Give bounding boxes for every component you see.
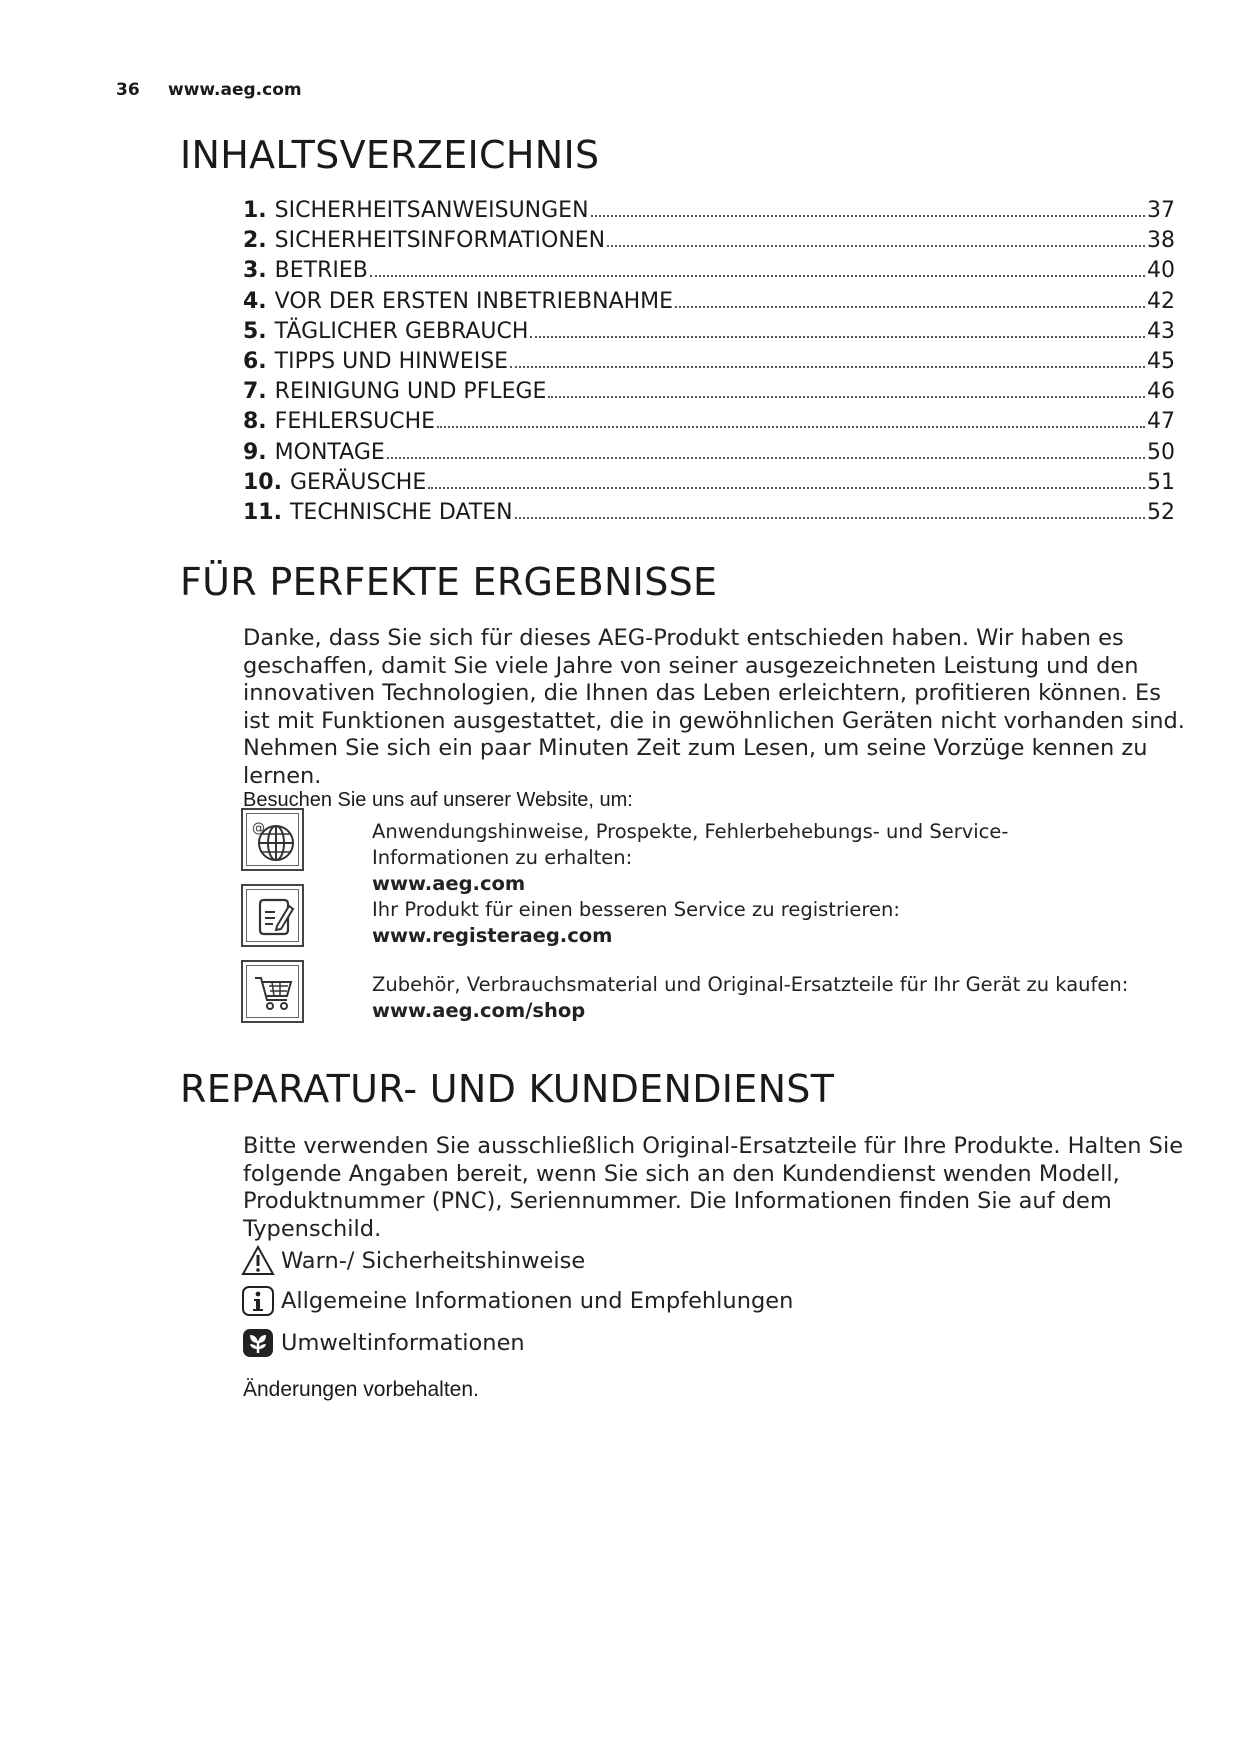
service-item bbox=[372, 897, 1192, 949]
toc-leader bbox=[370, 275, 1145, 277]
service-text: Anwendungshinweise, Prospekte, Fehlerbehebungs- und Service-Informationen zu erhalten: bbox=[372, 820, 1009, 869]
toc-label: TÄGLICHER GEBRAUCH bbox=[274, 318, 529, 344]
service-text: Zubehör, Verbrauchsmaterial und Original-Ersatzteile für Ihr Gerät zu kaufen: bbox=[372, 973, 1129, 996]
toc-leader bbox=[387, 457, 1145, 459]
toc-number: 8. bbox=[243, 409, 267, 435]
changes-reserved-note: Änderungen vorbehalten. bbox=[243, 1378, 479, 1401]
register-icon bbox=[241, 884, 304, 947]
toc-leader bbox=[675, 306, 1145, 308]
visit-website-text: Besuchen Sie uns auf unserer Website, um: bbox=[243, 789, 633, 811]
toc-label: FEHLERSUCHE bbox=[274, 409, 436, 435]
toc-leader bbox=[591, 215, 1145, 217]
toc-page: 38 bbox=[1147, 228, 1175, 254]
toc-label: REINIGUNG UND PFLEGE bbox=[274, 379, 547, 405]
toc-page: 42 bbox=[1147, 288, 1175, 314]
toc-page: 37 bbox=[1147, 198, 1175, 223]
warning-icon bbox=[241, 1244, 275, 1278]
legend-label: Allgemeine Informationen und Empfehlungen bbox=[281, 1288, 794, 1314]
toc-leader bbox=[510, 366, 1145, 368]
info-icon bbox=[241, 1284, 275, 1318]
toc-leader bbox=[607, 245, 1145, 247]
toc-number: 2. bbox=[243, 228, 267, 254]
toc-number: 7. bbox=[243, 379, 267, 405]
toc-label: SICHERHEITSANWEISUNGEN bbox=[274, 198, 589, 223]
header-site[interactable]: www.aeg.com bbox=[168, 80, 302, 100]
toc-row[interactable] bbox=[243, 440, 1175, 470]
globe-icon bbox=[241, 808, 304, 871]
toc-number: 3. bbox=[243, 258, 267, 284]
legend-label: Warn-/ Sicherheitshinweise bbox=[281, 1248, 586, 1274]
repair-text: Bitte verwenden Sie ausschließlich Original-Ersatzteile für Ihre Produkte. Halten Sie folgende Angaben bereit, wenn Sie sich an den Kundendienst wenden Modell, Produktnummer (PNC), Seriennummer. Die Informationen finden Sie auf dem Typenschild. bbox=[243, 1133, 1184, 1242]
table-of-contents bbox=[243, 198, 1175, 530]
perfect-results-text: Danke, dass Sie sich für dieses AEG-Produkt entschieden haben. Wir haben es geschaffen, damit Sie viele Jahre von seiner ausgezeichneten Leistung und den innovativen Technologien, die Ihnen das Leben erleichtern, profitieren können. Es ist mit Funktionen ausgestattet, die in gewöhnlichen Geräten nicht vorhanden sind. Nehmen Sie sich ein paar Minuten Zeit zum Lesen, um seine Vorzüge kennen zu lernen. bbox=[243, 625, 1185, 789]
toc-row[interactable] bbox=[243, 500, 1175, 530]
toc-label: SICHERHEITSINFORMATIONEN bbox=[274, 228, 606, 254]
legend-environment bbox=[241, 1326, 525, 1360]
toc-leader bbox=[428, 487, 1145, 489]
toc-page: 51 bbox=[1147, 469, 1175, 495]
perfect-results-title: FÜR PERFEKTE ERGEBNISSE bbox=[180, 560, 718, 604]
service-link[interactable]: www.registeraeg.com bbox=[372, 924, 613, 947]
toc-row[interactable] bbox=[243, 349, 1175, 379]
legend-label: Umweltinformationen bbox=[281, 1330, 525, 1356]
toc-page: 43 bbox=[1147, 318, 1175, 344]
toc-number: 5. bbox=[243, 318, 267, 344]
toc-label: TECHNISCHE DATEN bbox=[289, 499, 513, 525]
service-item bbox=[372, 819, 1192, 897]
toc-row[interactable] bbox=[243, 379, 1175, 409]
toc-row[interactable] bbox=[243, 470, 1175, 500]
toc-number: 4. bbox=[243, 288, 267, 314]
toc-row[interactable] bbox=[243, 409, 1175, 439]
toc-row[interactable] bbox=[243, 228, 1175, 258]
toc-leader bbox=[515, 517, 1145, 519]
toc-row[interactable] bbox=[243, 289, 1175, 319]
repair-title: REPARATUR- UND KUNDENDIENST bbox=[180, 1067, 835, 1111]
toc-row[interactable] bbox=[243, 198, 1175, 228]
cart-icon bbox=[241, 960, 304, 1023]
legend-info bbox=[241, 1284, 793, 1318]
toc-title: INHALTSVERZEICHNIS bbox=[180, 133, 600, 177]
environment-icon bbox=[241, 1326, 275, 1360]
toc-label: GERÄUSCHE bbox=[289, 469, 427, 495]
toc-page: 40 bbox=[1147, 258, 1175, 284]
legend-warning bbox=[241, 1244, 585, 1278]
toc-row[interactable] bbox=[243, 319, 1175, 349]
toc-label: VOR DER ERSTEN INBETRIEBNAHME bbox=[274, 288, 674, 314]
service-item bbox=[372, 972, 1192, 1024]
toc-number: 1. bbox=[243, 198, 267, 223]
toc-page: 45 bbox=[1147, 348, 1175, 374]
page-number: 36 bbox=[116, 80, 140, 100]
toc-page: 50 bbox=[1147, 439, 1175, 465]
toc-label: MONTAGE bbox=[274, 439, 385, 465]
toc-leader bbox=[548, 396, 1145, 398]
toc-number: 11. bbox=[243, 499, 282, 525]
toc-number: 10. bbox=[243, 469, 282, 495]
toc-page: 47 bbox=[1147, 409, 1175, 435]
toc-leader bbox=[437, 426, 1145, 428]
toc-label: BETRIEB bbox=[274, 258, 368, 284]
toc-row[interactable] bbox=[243, 258, 1175, 288]
service-link[interactable]: www.aeg.com/shop bbox=[372, 999, 586, 1022]
toc-label: TIPPS UND HINWEISE bbox=[274, 348, 509, 374]
toc-number: 6. bbox=[243, 348, 267, 374]
toc-number: 9. bbox=[243, 439, 267, 465]
toc-page: 46 bbox=[1147, 379, 1175, 405]
svg-text:@: @ bbox=[251, 820, 265, 836]
toc-page: 52 bbox=[1147, 499, 1175, 525]
toc-leader bbox=[530, 336, 1145, 338]
service-link[interactable]: www.aeg.com bbox=[372, 872, 526, 895]
page-header bbox=[116, 80, 302, 100]
service-text: Ihr Produkt für einen besseren Service zu registrieren: bbox=[372, 898, 900, 921]
